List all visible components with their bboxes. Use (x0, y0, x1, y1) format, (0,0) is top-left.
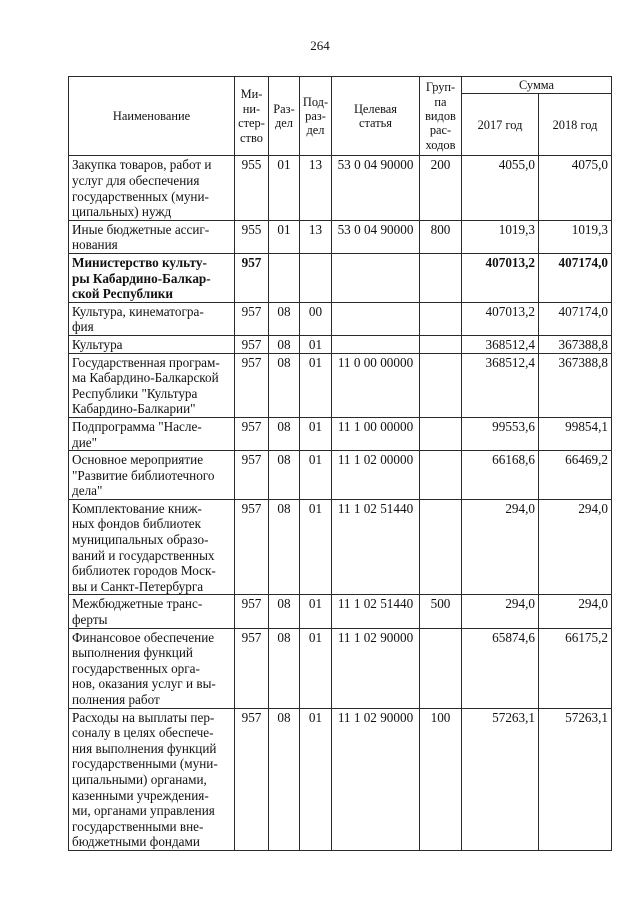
row-name: Финансовое обеспечение выполнения функций государственных орга- нов, оказания услуг и вы- полнения работ (69, 628, 235, 708)
row-name: Культура, кинематогра- фия (69, 302, 235, 335)
row-ministry: 957 (235, 708, 269, 850)
row-name: Межбюджетные транс- ферты (69, 595, 235, 628)
row-target-article: 11 1 02 90000 (332, 628, 420, 708)
row-ministry: 957 (235, 499, 269, 595)
row-ministry: 957 (235, 451, 269, 500)
row-sum-2017: 294,0 (462, 595, 539, 628)
row-name: Культура (69, 335, 235, 353)
row-section: 01 (269, 156, 300, 220)
row-sum-2018: 294,0 (539, 499, 612, 595)
row-subsection (300, 253, 332, 302)
row-sum-2018: 66175,2 (539, 628, 612, 708)
table-row (69, 253, 612, 302)
row-section: 08 (269, 708, 300, 850)
row-sum-2017: 99553,6 (462, 417, 539, 450)
row-expense-group: 800 (420, 220, 462, 253)
row-target-article: 53 0 04 90000 (332, 220, 420, 253)
row-ministry: 957 (235, 335, 269, 353)
row-sum-2017: 368512,4 (462, 335, 539, 353)
table-body (69, 156, 612, 851)
row-target-article: 11 1 02 51440 (332, 499, 420, 595)
row-sum-2018: 367388,8 (539, 335, 612, 353)
row-sum-2018: 4075,0 (539, 156, 612, 220)
row-section: 08 (269, 353, 300, 417)
row-target-article: 11 1 02 51440 (332, 595, 420, 628)
budget-table (68, 76, 612, 851)
table-row (69, 220, 612, 253)
row-target-article (332, 253, 420, 302)
table-header (69, 77, 612, 156)
row-sum-2018: 294,0 (539, 595, 612, 628)
header-year-2018: 2018 год (539, 94, 612, 156)
row-sum-2018: 57263,1 (539, 708, 612, 850)
row-section (269, 253, 300, 302)
row-subsection: 00 (300, 302, 332, 335)
row-section: 08 (269, 595, 300, 628)
row-sum-2017: 57263,1 (462, 708, 539, 850)
row-expense-group (420, 628, 462, 708)
row-sum-2017: 65874,6 (462, 628, 539, 708)
table-row (69, 302, 612, 335)
row-subsection: 01 (300, 353, 332, 417)
header-year-2017: 2017 год (462, 94, 539, 156)
row-sum-2017: 1019,3 (462, 220, 539, 253)
row-name: Министерство культу- ры Кабардино-Балкар- ской Республики (69, 253, 235, 302)
row-subsection: 01 (300, 708, 332, 850)
row-name: Подпрограмма "Насле- дие" (69, 417, 235, 450)
row-subsection: 01 (300, 335, 332, 353)
row-sum-2018: 367388,8 (539, 353, 612, 417)
row-section: 08 (269, 335, 300, 353)
row-subsection: 01 (300, 417, 332, 450)
row-name: Государственная програм- ма Кабардино-Балкарской Республики "Культура Кабардино-Балкарии" (69, 353, 235, 417)
header-expense-group: Груп- па видов рас- ходов (420, 77, 462, 156)
header-ministry: Ми- ни- стер- ство (235, 77, 269, 156)
row-ministry: 957 (235, 417, 269, 450)
row-section: 08 (269, 417, 300, 450)
row-subsection: 01 (300, 595, 332, 628)
row-expense-group (420, 451, 462, 500)
table-row (69, 451, 612, 500)
row-target-article: 11 0 00 00000 (332, 353, 420, 417)
header-subsection: Под- раз- дел (300, 77, 332, 156)
table-row (69, 156, 612, 220)
row-sum-2017: 407013,2 (462, 253, 539, 302)
row-section: 01 (269, 220, 300, 253)
row-ministry: 957 (235, 253, 269, 302)
table-row (69, 335, 612, 353)
row-subsection: 01 (300, 499, 332, 595)
header-sum: Сумма (462, 77, 612, 94)
row-target-article: 53 0 04 90000 (332, 156, 420, 220)
row-name: Расходы на выплаты пер- соналу в целях обеспече- ния выполнения функций государственными (муни- ципальными) органами, казенными учреждения- ми, органами управления государственными вне- бюджетными фондами (69, 708, 235, 850)
row-expense-group (420, 302, 462, 335)
row-ministry: 957 (235, 628, 269, 708)
row-sum-2017: 407013,2 (462, 302, 539, 335)
row-target-article: 11 1 02 90000 (332, 708, 420, 850)
table-row (69, 708, 612, 850)
row-ministry: 957 (235, 595, 269, 628)
row-ministry: 957 (235, 302, 269, 335)
row-expense-group (420, 253, 462, 302)
row-target-article: 11 1 02 00000 (332, 451, 420, 500)
row-expense-group (420, 417, 462, 450)
row-expense-group: 200 (420, 156, 462, 220)
row-name: Комплектование книж- ных фондов библиотек муниципальных образо- ваний и государственных библиотек городов Моск- вы и Санкт-Петербурга (69, 499, 235, 595)
row-section: 08 (269, 451, 300, 500)
row-target-article (332, 335, 420, 353)
row-subsection: 13 (300, 156, 332, 220)
row-sum-2018: 407174,0 (539, 253, 612, 302)
table-row (69, 499, 612, 595)
row-expense-group (420, 499, 462, 595)
row-sum-2018: 66469,2 (539, 451, 612, 500)
header-target-article: Целевая статья (332, 77, 420, 156)
row-expense-group: 500 (420, 595, 462, 628)
table-row (69, 595, 612, 628)
table-row (69, 628, 612, 708)
row-section: 08 (269, 302, 300, 335)
row-ministry: 957 (235, 353, 269, 417)
row-section: 08 (269, 499, 300, 595)
row-name: Иные бюджетные ассиг- нования (69, 220, 235, 253)
row-sum-2018: 99854,1 (539, 417, 612, 450)
row-sum-2017: 4055,0 (462, 156, 539, 220)
row-expense-group (420, 335, 462, 353)
row-subsection: 01 (300, 628, 332, 708)
row-sum-2018: 1019,3 (539, 220, 612, 253)
row-ministry: 955 (235, 156, 269, 220)
header-name: Наименование (69, 77, 235, 156)
row-expense-group: 100 (420, 708, 462, 850)
row-ministry: 955 (235, 220, 269, 253)
row-sum-2017: 368512,4 (462, 353, 539, 417)
table-row (69, 417, 612, 450)
page-number: 264 (310, 38, 330, 53)
row-name: Закупка товаров, работ и услуг для обеспечения государственных (муни- ципальных) нужд (69, 156, 235, 220)
row-sum-2017: 294,0 (462, 499, 539, 595)
row-subsection: 01 (300, 451, 332, 500)
row-expense-group (420, 353, 462, 417)
row-target-article (332, 302, 420, 335)
row-name: Основное мероприятие "Развитие библиотечного дела" (69, 451, 235, 500)
header-section: Раз- дел (269, 77, 300, 156)
row-sum-2017: 66168,6 (462, 451, 539, 500)
row-sum-2018: 407174,0 (539, 302, 612, 335)
row-target-article: 11 1 00 00000 (332, 417, 420, 450)
row-section: 08 (269, 628, 300, 708)
table-row (69, 353, 612, 417)
row-subsection: 13 (300, 220, 332, 253)
